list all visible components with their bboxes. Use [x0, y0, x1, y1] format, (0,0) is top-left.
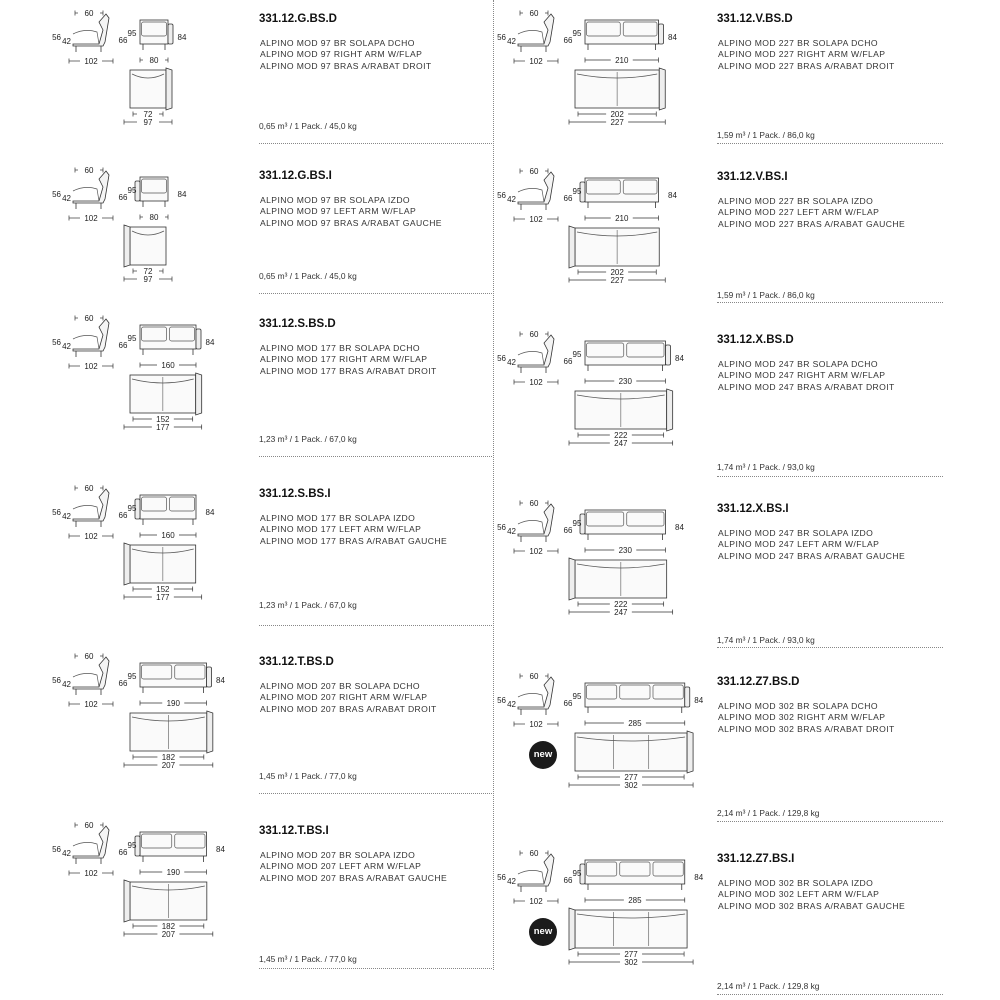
technical-drawing — [497, 329, 797, 459]
dim-arm: 84 — [675, 523, 684, 532]
dim-height: 95 — [127, 841, 137, 850]
description-line: ALPINO MOD 247 RIGHT ARM W/FLAP — [718, 370, 886, 381]
dim-arm: 84 — [205, 338, 215, 347]
dim-depth: 102 — [529, 897, 543, 906]
front-view — [573, 860, 704, 905]
top-view — [124, 543, 202, 602]
description-line: ALPINO MOD 97 BRAS A/RABAT DROIT — [260, 60, 432, 71]
side-view — [497, 499, 573, 556]
technical-drawing — [52, 8, 296, 138]
dim-arm-height: 56 — [497, 191, 506, 200]
dim-seat-height: 42 — [507, 358, 516, 367]
dim-height: 95 — [127, 186, 137, 195]
dim-height: 95 — [127, 29, 137, 38]
dim-top-inner: 277 — [624, 773, 638, 782]
dim-seat-depth: 60 — [84, 166, 94, 175]
dim-arm-height: 56 — [52, 190, 61, 199]
side-view — [52, 484, 128, 541]
description-line: ALPINO MOD 207 BRAS A/RABAT DROIT — [260, 703, 437, 714]
product-code: 331.12.Z7.BS.I — [717, 853, 795, 865]
description-line: ALPINO MOD 302 BR SOLAPA IZDO — [718, 878, 874, 888]
package-spec: 0,65 m³ / 1 Pack. / 45,0 kg — [259, 121, 357, 131]
dim-seat-depth: 60 — [529, 167, 539, 176]
product-description — [718, 38, 895, 72]
entry-divider — [717, 302, 943, 303]
dim-seat-depth: 60 — [84, 821, 94, 830]
dim-depth: 102 — [84, 57, 98, 66]
dim-arm-height: 56 — [52, 338, 61, 347]
entry-divider — [717, 143, 943, 144]
description-line: ALPINO MOD 97 BR SOLAPA IZDO — [260, 195, 411, 205]
description-line: ALPINO MOD 247 BR SOLAPA DCHO — [718, 359, 878, 369]
dim-height: 95 — [127, 334, 137, 343]
dim-arm: 84 — [668, 33, 677, 42]
dim-back-height: 66 — [563, 357, 573, 366]
technical-drawing — [497, 671, 817, 801]
dim-height: 95 — [127, 504, 137, 513]
description-line: ALPINO MOD 207 BRAS A/RABAT GAUCHE — [260, 872, 448, 883]
dim-top-outer: 247 — [614, 439, 628, 448]
dim-top-inner: 202 — [610, 110, 624, 119]
description-line: ALPINO MOD 177 LEFT ARM W/FLAP — [260, 524, 422, 535]
dim-top-outer: 97 — [143, 275, 153, 284]
new-badge: new — [529, 918, 557, 946]
package-spec: 0,65 m³ / 1 Pack. / 45,0 kg — [259, 271, 357, 281]
description-line: ALPINO MOD 302 BRAS A/RABAT DROIT — [718, 723, 895, 734]
top-view — [569, 908, 693, 967]
dim-depth: 102 — [529, 215, 543, 224]
description-line: ALPINO MOD 247 LEFT ARM W/FLAP — [718, 539, 880, 550]
entry-divider — [259, 456, 492, 457]
dim-top-outer: 302 — [624, 781, 638, 790]
top-view — [569, 389, 673, 448]
dim-top-outer: 227 — [610, 118, 624, 127]
top-view — [569, 226, 665, 285]
description-line: ALPINO MOD 97 LEFT ARM W/FLAP — [260, 206, 417, 217]
dim-front-width: 190 — [166, 699, 180, 708]
dim-seat-height: 42 — [62, 37, 71, 46]
description-line: ALPINO MOD 227 BRAS A/RABAT GAUCHE — [718, 218, 906, 229]
top-view — [124, 373, 202, 432]
dim-back-height: 66 — [563, 36, 573, 45]
front-view — [573, 178, 678, 223]
dim-depth: 102 — [84, 532, 98, 541]
dim-front-width: 160 — [161, 361, 175, 370]
dim-back-height: 66 — [118, 36, 128, 45]
product-description — [260, 850, 447, 884]
dim-top-inner: 72 — [143, 267, 153, 276]
dim-seat-depth: 60 — [84, 9, 94, 18]
description-line: ALPINO MOD 207 RIGHT ARM W/FLAP — [260, 692, 428, 703]
dim-front-width: 210 — [615, 56, 629, 65]
package-spec: 1,74 m³ / 1 Pack. / 93,0 kg — [717, 462, 815, 472]
dim-front-width: 190 — [166, 868, 180, 877]
product-code: 331.12.X.BS.I — [717, 503, 789, 515]
technical-drawing — [52, 651, 337, 781]
dim-seat-height: 42 — [62, 849, 71, 858]
dim-top-outer: 97 — [143, 118, 153, 127]
package-spec: 1,23 m³ / 1 Pack. / 67,0 kg — [259, 434, 357, 444]
dim-seat-height: 42 — [62, 342, 71, 351]
description-line: ALPINO MOD 97 RIGHT ARM W/FLAP — [260, 49, 423, 60]
dim-arm-height: 56 — [497, 354, 506, 363]
entry-divider — [717, 994, 943, 995]
product-description — [718, 196, 905, 230]
dim-seat-depth: 60 — [84, 652, 94, 661]
product-description — [260, 343, 437, 377]
front-view — [128, 177, 187, 222]
product-code: 331.12.T.BS.D — [259, 656, 334, 668]
product-code: 331.12.S.BS.I — [259, 488, 331, 500]
dim-back-height: 66 — [118, 679, 128, 688]
product-description — [718, 878, 905, 912]
dim-height: 95 — [572, 692, 582, 701]
side-view — [497, 330, 573, 387]
dim-arm-height: 56 — [497, 696, 506, 705]
front-view — [573, 20, 678, 65]
dim-depth: 102 — [529, 720, 543, 729]
front-view — [128, 325, 215, 370]
dim-top-outer: 207 — [161, 930, 176, 939]
dim-height: 95 — [572, 519, 582, 528]
dim-front-width: 285 — [628, 896, 642, 905]
dim-arm-height: 56 — [497, 873, 506, 882]
package-spec: 1,45 m³ / 1 Pack. / 77,0 kg — [259, 954, 357, 964]
product-description — [718, 359, 895, 393]
technical-drawing — [497, 848, 817, 978]
description-line: ALPINO MOD 302 RIGHT ARM W/FLAP — [718, 712, 886, 723]
dim-depth: 102 — [529, 57, 543, 66]
product-code: 331.12.G.BS.D — [259, 13, 337, 25]
top-view — [124, 711, 213, 770]
description-line: ALPINO MOD 207 BR SOLAPA DCHO — [260, 681, 420, 691]
front-view — [128, 20, 187, 65]
dim-top-outer: 177 — [156, 423, 170, 432]
dim-seat-depth: 60 — [84, 314, 94, 323]
description-line: ALPINO MOD 97 BRAS A/RABAT GAUCHE — [260, 217, 442, 228]
dim-front-width: 160 — [161, 531, 175, 540]
front-view — [573, 341, 685, 386]
entry-divider — [717, 647, 943, 648]
dim-arm: 84 — [216, 845, 225, 854]
package-spec: 1,59 m³ / 1 Pack. / 86,0 kg — [717, 290, 815, 300]
dim-back-height: 66 — [118, 848, 128, 857]
technical-drawing — [52, 820, 337, 950]
product-description — [718, 701, 895, 735]
dim-height: 95 — [572, 869, 582, 878]
top-view — [124, 225, 172, 284]
description-line: ALPINO MOD 207 BR SOLAPA IZDO — [260, 850, 416, 860]
side-view — [52, 314, 128, 371]
dim-depth: 102 — [529, 378, 543, 387]
dim-arm-height: 56 — [52, 845, 61, 854]
dim-top-inner: 182 — [161, 753, 176, 762]
front-view — [573, 683, 704, 728]
dim-back-height: 66 — [118, 511, 128, 520]
side-view — [497, 849, 573, 906]
technical-drawing — [497, 166, 789, 296]
top-view — [124, 68, 172, 127]
dim-arm: 84 — [694, 696, 704, 705]
dim-arm-height: 56 — [497, 523, 506, 532]
dim-seat-depth: 60 — [529, 499, 539, 508]
dim-top-outer: 227 — [610, 276, 624, 285]
entry-divider — [259, 793, 492, 794]
dim-seat-height: 42 — [507, 700, 516, 709]
description-line: ALPINO MOD 247 BRAS A/RABAT GAUCHE — [718, 550, 906, 561]
front-view — [128, 832, 226, 877]
dim-arm-height: 56 — [52, 508, 61, 517]
dim-depth: 102 — [84, 869, 98, 878]
description-line: ALPINO MOD 177 RIGHT ARM W/FLAP — [260, 354, 428, 365]
dim-seat-depth: 60 — [529, 672, 539, 681]
dim-depth: 102 — [529, 547, 543, 556]
dim-arm: 84 — [216, 676, 225, 685]
dim-top-inner: 222 — [614, 431, 628, 440]
top-view — [124, 880, 213, 939]
dim-back-height: 66 — [563, 526, 573, 535]
product-description — [260, 195, 442, 229]
dim-front-width: 230 — [618, 546, 632, 555]
top-view — [569, 68, 665, 127]
package-spec: 1,59 m³ / 1 Pack. / 86,0 kg — [717, 130, 815, 140]
dim-seat-depth: 60 — [529, 849, 539, 858]
product-description — [718, 528, 905, 562]
dim-height: 95 — [572, 187, 582, 196]
description-line: ALPINO MOD 302 LEFT ARM W/FLAP — [718, 889, 880, 900]
front-view — [128, 495, 215, 540]
description-line: ALPINO MOD 227 RIGHT ARM W/FLAP — [718, 49, 886, 60]
dim-top-inner: 152 — [156, 585, 170, 594]
product-code: 331.12.Z7.BS.D — [717, 676, 800, 688]
side-view — [52, 821, 128, 878]
dim-seat-height: 42 — [507, 37, 516, 46]
entry-divider — [259, 625, 492, 626]
product-code: 331.12.S.BS.D — [259, 318, 336, 330]
dim-seat-height: 42 — [507, 877, 516, 886]
package-spec: 2,14 m³ / 1 Pack. / 129,8 kg — [717, 808, 820, 818]
description-line: ALPINO MOD 97 BR SOLAPA DCHO — [260, 38, 415, 48]
dim-depth: 102 — [84, 700, 98, 709]
dim-top-inner: 72 — [143, 110, 153, 119]
dim-arm-height: 56 — [52, 33, 61, 42]
entry-divider — [259, 143, 492, 144]
product-code: 331.12.V.BS.D — [717, 13, 793, 25]
description-line: ALPINO MOD 177 BR SOLAPA IZDO — [260, 513, 416, 523]
description-line: ALPINO MOD 227 BR SOLAPA IZDO — [718, 196, 874, 206]
front-view — [128, 663, 226, 708]
dim-height: 95 — [572, 29, 582, 38]
technical-drawing — [497, 498, 797, 628]
dim-height: 95 — [127, 672, 137, 681]
side-view — [497, 672, 573, 729]
technical-drawing — [497, 8, 789, 138]
dim-front-width: 80 — [149, 213, 159, 222]
dim-arm: 84 — [668, 191, 677, 200]
dim-seat-height: 42 — [507, 195, 516, 204]
product-description — [260, 513, 447, 547]
dim-top-inner: 222 — [614, 600, 628, 609]
dim-back-height: 66 — [563, 194, 573, 203]
package-spec: 1,74 m³ / 1 Pack. / 93,0 kg — [717, 635, 815, 645]
dim-seat-depth: 60 — [529, 9, 539, 18]
dim-top-inner: 277 — [624, 950, 638, 959]
dim-arm: 84 — [177, 190, 187, 199]
package-spec: 1,23 m³ / 1 Pack. / 67,0 kg — [259, 600, 357, 610]
dim-top-outer: 177 — [156, 593, 170, 602]
product-code: 331.12.V.BS.I — [717, 171, 788, 183]
dim-arm: 84 — [205, 508, 215, 517]
dim-height: 95 — [572, 350, 582, 359]
dim-arm: 84 — [675, 354, 684, 363]
dim-seat-height: 42 — [62, 680, 71, 689]
side-view — [497, 167, 573, 224]
dim-top-outer: 302 — [624, 958, 638, 967]
side-view — [52, 166, 128, 223]
dim-arm: 84 — [177, 33, 187, 42]
entry-divider — [259, 293, 492, 294]
description-line: ALPINO MOD 227 BR SOLAPA DCHO — [718, 38, 878, 48]
new-badge: new — [529, 741, 557, 769]
description-line: ALPINO MOD 177 BRAS A/RABAT DROIT — [260, 365, 437, 376]
dim-arm-height: 56 — [52, 676, 61, 685]
dim-top-inner: 152 — [156, 415, 170, 424]
dim-top-outer: 247 — [614, 608, 628, 617]
dim-top-inner: 182 — [161, 922, 176, 931]
package-spec: 2,14 m³ / 1 Pack. / 129,8 kg — [717, 981, 820, 991]
dim-back-height: 66 — [563, 876, 573, 885]
entry-divider — [717, 476, 943, 477]
dim-front-width: 80 — [149, 56, 159, 65]
dim-seat-height: 42 — [62, 512, 71, 521]
product-code: 331.12.G.BS.I — [259, 170, 332, 182]
dim-front-width: 230 — [618, 377, 632, 386]
description-line: ALPINO MOD 177 BRAS A/RABAT GAUCHE — [260, 535, 448, 546]
description-line: ALPINO MOD 177 BR SOLAPA DCHO — [260, 343, 420, 353]
product-description — [260, 681, 437, 715]
dim-seat-depth: 60 — [84, 484, 94, 493]
dim-seat-height: 42 — [507, 527, 516, 536]
description-line: ALPINO MOD 227 BRAS A/RABAT DROIT — [718, 60, 895, 71]
dim-back-height: 66 — [118, 193, 128, 202]
description-line: ALPINO MOD 247 BRAS A/RABAT DROIT — [718, 381, 895, 392]
entry-divider — [717, 821, 943, 822]
dim-arm-height: 56 — [497, 33, 506, 42]
side-view — [52, 9, 128, 66]
dim-top-inner: 202 — [610, 268, 624, 277]
product-code: 331.12.X.BS.D — [717, 334, 794, 346]
side-view — [497, 9, 573, 66]
description-line: ALPINO MOD 207 LEFT ARM W/FLAP — [260, 861, 422, 872]
description-line: ALPINO MOD 302 BRAS A/RABAT GAUCHE — [718, 900, 906, 911]
dim-top-outer: 207 — [161, 761, 176, 770]
dim-seat-depth: 60 — [529, 330, 539, 339]
column-separator — [493, 0, 494, 970]
top-view — [569, 558, 673, 617]
side-view — [52, 652, 128, 709]
description-line: ALPINO MOD 302 BR SOLAPA DCHO — [718, 701, 878, 711]
package-spec: 1,45 m³ / 1 Pack. / 77,0 kg — [259, 771, 357, 781]
front-view — [573, 510, 685, 555]
dim-seat-height: 42 — [62, 194, 71, 203]
dim-front-width: 210 — [615, 214, 629, 223]
top-view — [569, 731, 693, 790]
technical-drawing — [52, 313, 326, 443]
dim-depth: 102 — [84, 214, 98, 223]
dim-arm: 84 — [694, 873, 704, 882]
product-code: 331.12.T.BS.I — [259, 825, 329, 837]
dim-back-height: 66 — [563, 699, 573, 708]
dim-back-height: 66 — [118, 341, 128, 350]
description-line: ALPINO MOD 227 LEFT ARM W/FLAP — [718, 207, 880, 218]
dim-front-width: 285 — [628, 719, 642, 728]
dim-depth: 102 — [84, 362, 98, 371]
technical-drawing — [52, 483, 326, 613]
product-description — [260, 38, 432, 72]
description-line: ALPINO MOD 247 BR SOLAPA IZDO — [718, 528, 874, 538]
entry-divider — [259, 968, 492, 969]
